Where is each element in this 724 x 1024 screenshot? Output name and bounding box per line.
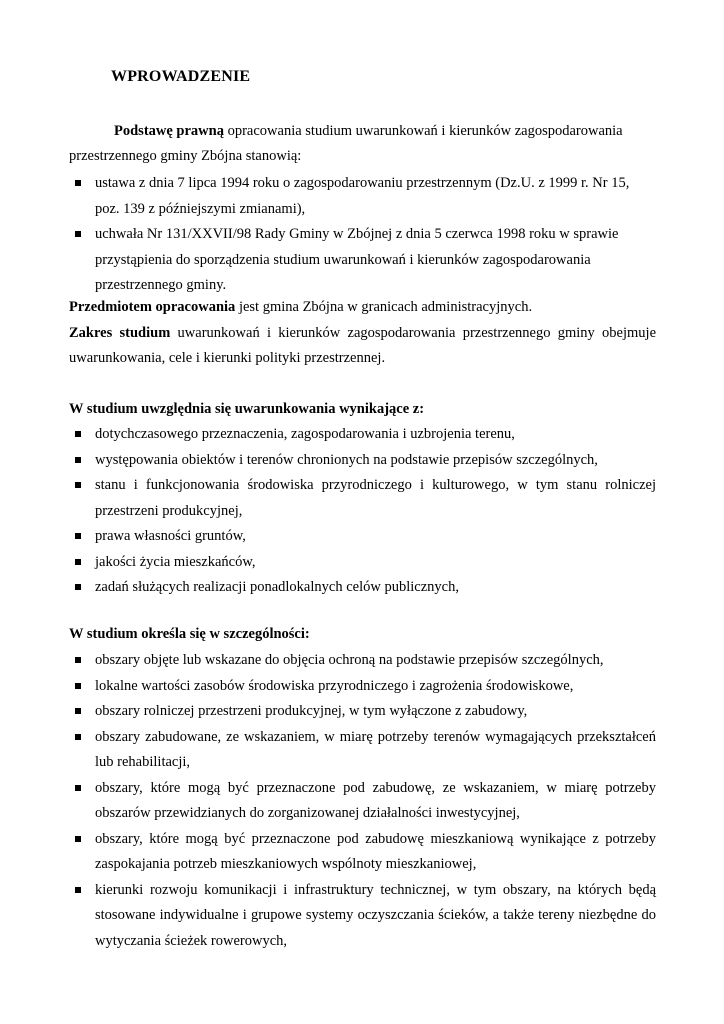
section2-title: W studium określa się w szczególności:: [69, 626, 310, 642]
page-title: WPROWADZENIE: [111, 68, 251, 85]
intro-paragraph: [69, 119, 656, 169]
section1-title: W studium uwzględnia się uwarunkowania wynikające z:: [69, 401, 425, 417]
list-item: obszary, które mogą być przeznaczone pod zabudowę mieszkaniową wynikające z potrzeby zaspokajania potrzeb mieszkaniowych wspólnoty mieszkaniowej,: [69, 827, 656, 878]
list-item: jakości życia mieszkańców,: [69, 550, 656, 576]
list-item: zadań służących realizacji ponadlokalnych celów publicznych,: [69, 575, 656, 601]
scope-paragraph: Zakres studium uwarunkowań i kierunków zagospodarowania przestrzennego gminy obejmuje uwarunkowania, cele i kierunki polityki przestrzennej.: [69, 325, 656, 366]
square-bullet-icon: [75, 785, 81, 791]
section2-list: [69, 648, 656, 954]
list-item: stanu i funkcjonowania środowiska przyrodniczego i kulturowego, w tym stanu rolniczej przestrzeni produkcyjnej,: [69, 473, 656, 524]
list-item: obszary zabudowane, ze wskazaniem, w miarę potrzeby terenów wymagających przekształceń lub rehabilitacji,: [69, 725, 656, 776]
square-bullet-icon: [75, 708, 81, 714]
section1-list: [69, 422, 656, 601]
square-bullet-icon: [75, 683, 81, 689]
list-item: uchwała Nr 131/XXVII/98 Rady Gminy w Zbójnej z dnia 5 czerwca 1998 roku w sprawie przystąpienia do sporządzenia studium uwarunkowań i kierunków zagospodarowania przestrzennego gminy.: [69, 222, 656, 299]
list-item: obszary, które mogą być przeznaczone pod zabudowę, ze wskazaniem, w miarę potrzeby obszarów przewidzianych do zorganizowanej działalności inwestycyjnej,: [69, 776, 656, 827]
list-item: ustawa z dnia 7 lipca 1994 roku o zagospodarowaniu przestrzennym (Dz.U. z 1999 r. Nr 15, poz. 139 z późniejszymi zmianami),: [69, 171, 656, 222]
square-bullet-icon: [75, 887, 81, 893]
list-item: dotychczasowego przeznaczenia, zagospodarowania i uzbrojenia terenu,: [69, 422, 656, 448]
list-item: obszary rolniczej przestrzeni produkcyjnej, w tym wyłączone z zabudowy,: [69, 699, 656, 725]
intro-text: opracowania studium uwarunkowań i kierunków zagospodarowania przestrzennego gminy Zbójna stanowią:: [69, 123, 623, 164]
list-item: lokalne wartości zasobów środowiska przyrodniczego i zagrożenia środowiskowe,: [69, 674, 656, 700]
square-bullet-icon: [75, 180, 81, 186]
square-bullet-icon: [75, 584, 81, 590]
square-bullet-icon: [75, 559, 81, 565]
square-bullet-icon: [75, 231, 81, 237]
list-item: obszary objęte lub wskazane do objęcia ochroną na podstawie przepisów szczególnych,: [69, 648, 656, 674]
list-item: występowania obiektów i terenów chronionych na podstawie przepisów szczególnych,: [69, 448, 656, 474]
square-bullet-icon: [75, 657, 81, 663]
square-bullet-icon: [75, 431, 81, 437]
square-bullet-icon: [75, 457, 81, 463]
intro-bold: Podstawę prawną: [114, 123, 224, 139]
subject-paragraph: Przedmiotem opracowania jest gmina Zbójna w granicach administracyjnych.: [69, 299, 533, 315]
square-bullet-icon: [75, 836, 81, 842]
square-bullet-icon: [75, 482, 81, 488]
legal-basis-list: [69, 171, 656, 299]
list-item: kierunki rozwoju komunikacji i infrastruktury technicznej, w tym obszary, na których będą stosowane indywidualne i grupowe systemy oczyszczania ścieków, a także tereny niezbędne do wytyczania ścieżek rowerowych,: [69, 878, 656, 955]
square-bullet-icon: [75, 734, 81, 740]
square-bullet-icon: [75, 533, 81, 539]
list-item: prawa własności gruntów,: [69, 524, 656, 550]
